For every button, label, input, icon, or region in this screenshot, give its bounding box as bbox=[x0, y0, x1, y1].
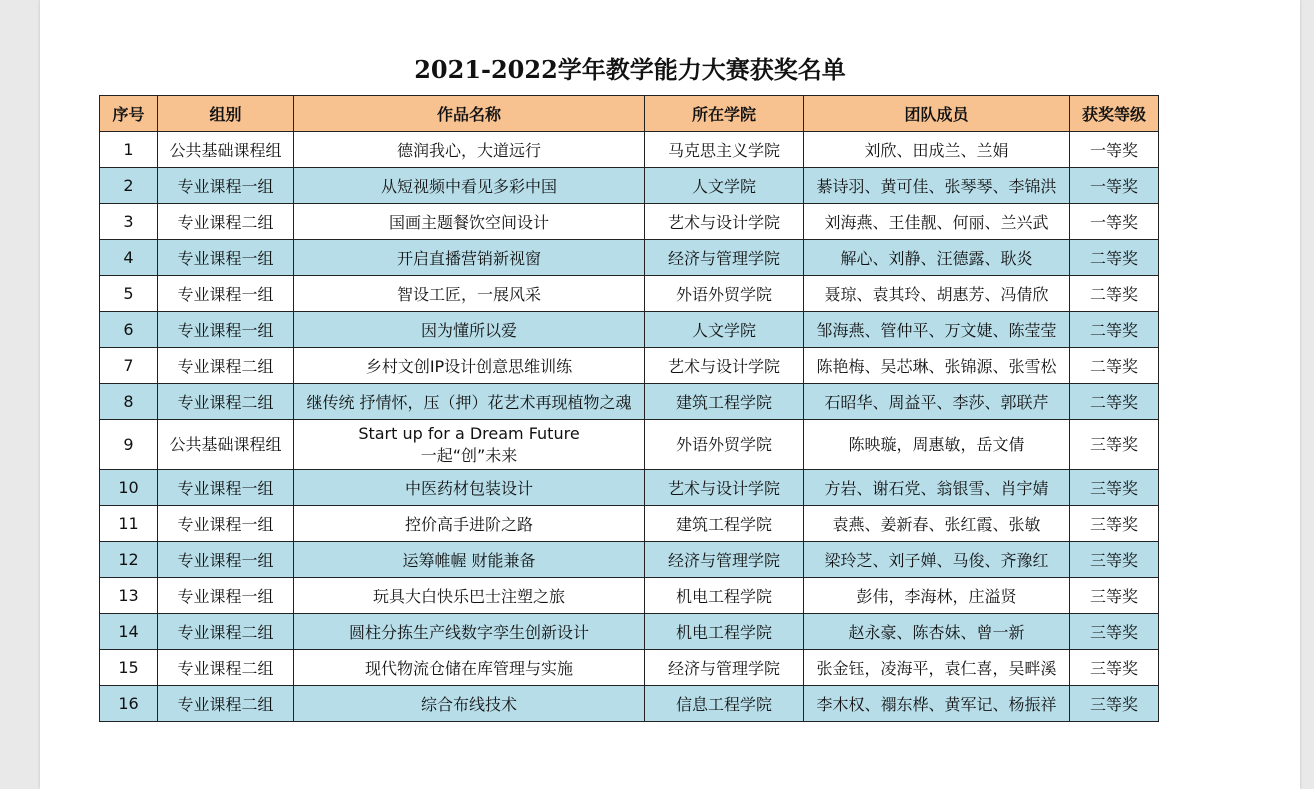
cell-members: 袁燕、姜新春、张红霞、张敏 bbox=[804, 506, 1070, 542]
table-row bbox=[100, 614, 1159, 650]
cell-award: 三等奖 bbox=[1070, 542, 1159, 578]
cell-award: 三等奖 bbox=[1070, 506, 1159, 542]
cell-no: 2 bbox=[100, 168, 158, 204]
cell-members: 刘欣、田成兰、兰娟 bbox=[804, 132, 1070, 168]
header-college: 所在学院 bbox=[645, 96, 804, 132]
table-row bbox=[100, 204, 1159, 240]
cell-group: 专业课程二组 bbox=[158, 204, 294, 240]
cell-no: 4 bbox=[100, 240, 158, 276]
cell-no: 5 bbox=[100, 276, 158, 312]
table-row bbox=[100, 348, 1159, 384]
cell-award: 二等奖 bbox=[1070, 312, 1159, 348]
work-title-line-1: Start up for a Dream Future bbox=[358, 423, 580, 443]
cell-work: 智设工匠，一展风采 bbox=[294, 276, 645, 312]
cell-award: 二等奖 bbox=[1070, 348, 1159, 384]
cell-college: 艺术与设计学院 bbox=[645, 470, 804, 506]
cell-group: 专业课程一组 bbox=[158, 240, 294, 276]
table-row bbox=[100, 312, 1159, 348]
cell-members: 石昭华、周益平、李莎、郭联芹 bbox=[804, 384, 1070, 420]
cell-work: 国画主题餐饮空间设计 bbox=[294, 204, 645, 240]
cell-award: 三等奖 bbox=[1070, 686, 1159, 722]
header-work: 作品名称 bbox=[294, 96, 645, 132]
cell-no: 16 bbox=[100, 686, 158, 722]
cell-work: 控价高手进阶之路 bbox=[294, 506, 645, 542]
cell-members: 陈映璇，周惠敏，岳文倩 bbox=[804, 420, 1070, 470]
cell-work: 开启直播营销新视窗 bbox=[294, 240, 645, 276]
page-title: 2021-2022学年教学能力大赛获奖名单 bbox=[414, 55, 846, 84]
cell-college: 外语外贸学院 bbox=[645, 276, 804, 312]
cell-no: 1 bbox=[100, 132, 158, 168]
cell-college: 建筑工程学院 bbox=[645, 384, 804, 420]
table-row bbox=[100, 578, 1159, 614]
cell-award: 一等奖 bbox=[1070, 168, 1159, 204]
cell-work: 因为懂所以爱 bbox=[294, 312, 645, 348]
cell-work: 乡村文创IP设计创意思维训练 bbox=[294, 348, 645, 384]
cell-college: 外语外贸学院 bbox=[645, 420, 804, 470]
table-row bbox=[100, 506, 1159, 542]
cell-members: 陈艳梅、吴芯琳、张锦源、张雪松 bbox=[804, 348, 1070, 384]
table-row bbox=[100, 168, 1159, 204]
cell-group: 专业课程一组 bbox=[158, 542, 294, 578]
header-group: 组别 bbox=[158, 96, 294, 132]
cell-award: 三等奖 bbox=[1070, 470, 1159, 506]
cell-group: 专业课程二组 bbox=[158, 384, 294, 420]
cell-members: 方岩、谢石党、翁银雪、肖宇婧 bbox=[804, 470, 1070, 506]
cell-no: 15 bbox=[100, 650, 158, 686]
cell-college: 艺术与设计学院 bbox=[645, 204, 804, 240]
cell-college: 马克思主义学院 bbox=[645, 132, 804, 168]
cell-group: 专业课程一组 bbox=[158, 312, 294, 348]
cell-members: 解心、刘静、汪德露、耿炎 bbox=[804, 240, 1070, 276]
table-row bbox=[100, 384, 1159, 420]
cell-group: 专业课程二组 bbox=[158, 348, 294, 384]
cell-college: 经济与管理学院 bbox=[645, 240, 804, 276]
cell-work: 中医药材包装设计 bbox=[294, 470, 645, 506]
table-row bbox=[100, 650, 1159, 686]
cell-work: 圆柱分拣生产线数字孪生创新设计 bbox=[294, 614, 645, 650]
header-members: 团队成员 bbox=[804, 96, 1070, 132]
cell-group: 专业课程一组 bbox=[158, 276, 294, 312]
cell-college: 经济与管理学院 bbox=[645, 542, 804, 578]
cell-no: 13 bbox=[100, 578, 158, 614]
cell-college: 经济与管理学院 bbox=[645, 650, 804, 686]
cell-award: 一等奖 bbox=[1070, 204, 1159, 240]
cell-college: 人文学院 bbox=[645, 312, 804, 348]
cell-group: 专业课程一组 bbox=[158, 506, 294, 542]
cell-award: 二等奖 bbox=[1070, 384, 1159, 420]
work-title-line-2: 一起“创”未来 bbox=[420, 445, 518, 465]
cell-award: 三等奖 bbox=[1070, 614, 1159, 650]
cell-members: 李木权、禤东桦、黄军记、杨振祥 bbox=[804, 686, 1070, 722]
cell-work: 现代物流仓储在库管理与实施 bbox=[294, 650, 645, 686]
table-row bbox=[100, 420, 1159, 470]
cell-no: 6 bbox=[100, 312, 158, 348]
cell-work: 玩具大白快乐巴士注塑之旅 bbox=[294, 578, 645, 614]
cell-work: 综合布线技术 bbox=[294, 686, 645, 722]
cell-no: 11 bbox=[100, 506, 158, 542]
cell-no: 10 bbox=[100, 470, 158, 506]
cell-work: 运筹帷幄 财能兼备 bbox=[294, 542, 645, 578]
cell-college: 人文学院 bbox=[645, 168, 804, 204]
cell-group: 专业课程一组 bbox=[158, 578, 294, 614]
cell-no: 9 bbox=[100, 420, 158, 470]
cell-no: 8 bbox=[100, 384, 158, 420]
cell-members: 聂琼、袁其玲、胡惠芳、冯倩欣 bbox=[804, 276, 1070, 312]
cell-group: 专业课程二组 bbox=[158, 614, 294, 650]
table-row bbox=[100, 240, 1159, 276]
cell-work: 德润我心，大道远行 bbox=[294, 132, 645, 168]
cell-group: 公共基础课程组 bbox=[158, 420, 294, 470]
cell-members: 彭伟，李海林，庄溢贤 bbox=[804, 578, 1070, 614]
cell-members: 赵永豪、陈杏妹、曾一新 bbox=[804, 614, 1070, 650]
cell-group: 公共基础课程组 bbox=[158, 132, 294, 168]
table-row bbox=[100, 132, 1159, 168]
cell-members: 梁玲芝、刘子婵、马俊、齐豫红 bbox=[804, 542, 1070, 578]
cell-college: 机电工程学院 bbox=[645, 578, 804, 614]
cell-group: 专业课程一组 bbox=[158, 168, 294, 204]
cell-award: 三等奖 bbox=[1070, 650, 1159, 686]
table-row bbox=[100, 542, 1159, 578]
cell-no: 7 bbox=[100, 348, 158, 384]
awards-table bbox=[99, 95, 1159, 722]
cell-no: 14 bbox=[100, 614, 158, 650]
cell-no: 12 bbox=[100, 542, 158, 578]
cell-group: 专业课程二组 bbox=[158, 686, 294, 722]
cell-members: 张金钰，凌海平，袁仁喜，吴畔溪 bbox=[804, 650, 1070, 686]
cell-members: 邹海燕、管仲平、万文婕、陈莹莹 bbox=[804, 312, 1070, 348]
cell-college: 建筑工程学院 bbox=[645, 506, 804, 542]
header-no: 序号 bbox=[100, 96, 158, 132]
cell-members: 刘海燕、王佳靓、何丽、兰兴武 bbox=[804, 204, 1070, 240]
cell-work bbox=[294, 420, 645, 470]
table-header-row bbox=[100, 96, 1159, 132]
cell-work: 继传统 抒情怀，压（押）花艺术再现植物之魂 bbox=[294, 384, 645, 420]
cell-work: 从短视频中看见多彩中国 bbox=[294, 168, 645, 204]
table-row bbox=[100, 686, 1159, 722]
cell-group: 专业课程二组 bbox=[158, 650, 294, 686]
cell-college: 信息工程学院 bbox=[645, 686, 804, 722]
cell-college: 艺术与设计学院 bbox=[645, 348, 804, 384]
cell-members: 綦诗羽、黄可佳、张琴琴、李锦洪 bbox=[804, 168, 1070, 204]
cell-award: 一等奖 bbox=[1070, 132, 1159, 168]
cell-no: 3 bbox=[100, 204, 158, 240]
table-row bbox=[100, 470, 1159, 506]
cell-award: 三等奖 bbox=[1070, 578, 1159, 614]
header-award: 获奖等级 bbox=[1070, 96, 1159, 132]
table-row bbox=[100, 276, 1159, 312]
cell-award: 二等奖 bbox=[1070, 240, 1159, 276]
cell-group: 专业课程一组 bbox=[158, 470, 294, 506]
cell-award: 二等奖 bbox=[1070, 276, 1159, 312]
cell-college: 机电工程学院 bbox=[645, 614, 804, 650]
cell-award: 三等奖 bbox=[1070, 420, 1159, 470]
